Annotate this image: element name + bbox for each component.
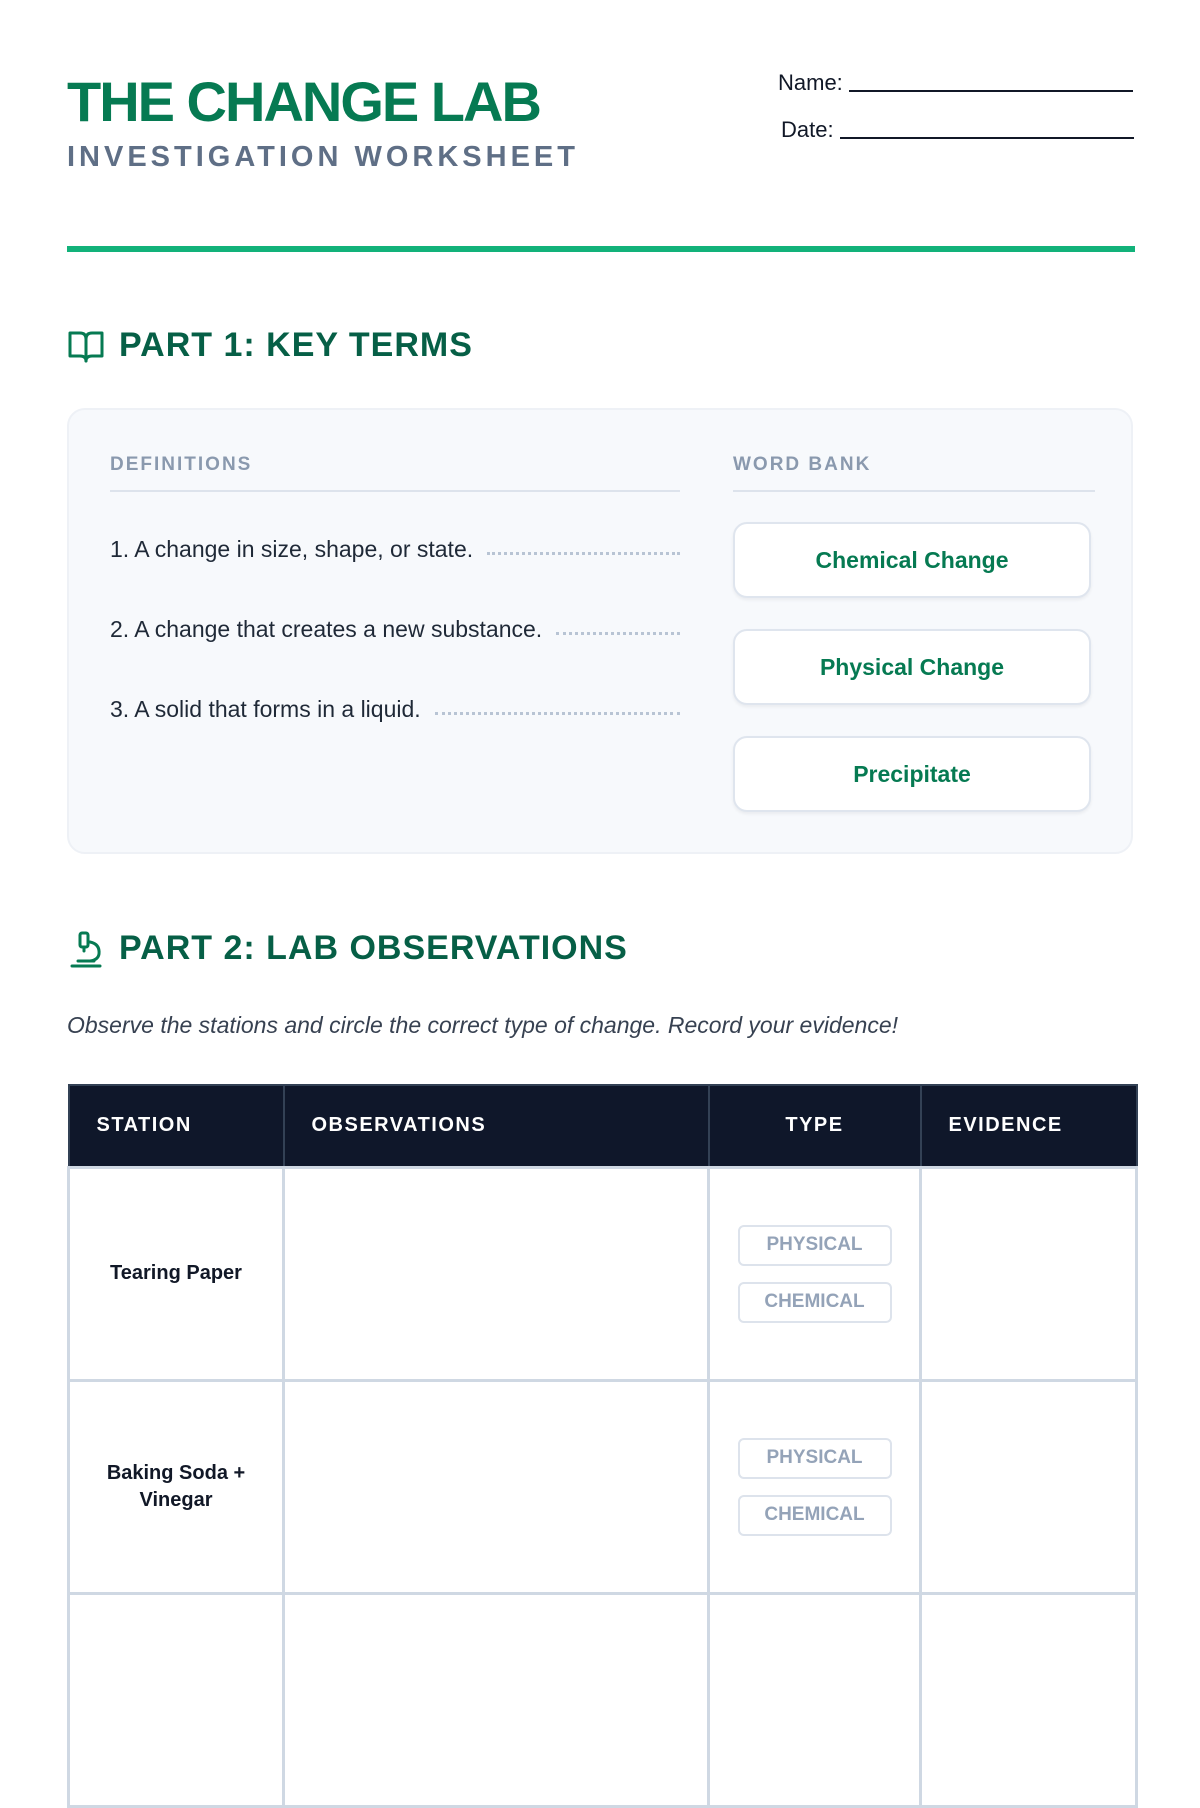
type-cell bbox=[709, 1380, 921, 1593]
station-cell: Baking Soda + Vinegar bbox=[69, 1380, 284, 1593]
type-option-chemical[interactable]: CHEMICAL bbox=[738, 1495, 892, 1536]
station-cell: Tearing Paper bbox=[69, 1167, 284, 1380]
name-blank-line[interactable] bbox=[849, 90, 1133, 92]
name-field[interactable] bbox=[778, 70, 1133, 96]
answer-blank[interactable] bbox=[556, 632, 680, 635]
word-bank-label: WORD BANK bbox=[733, 454, 872, 475]
definition-item bbox=[110, 616, 680, 643]
name-label: Name: bbox=[778, 70, 843, 95]
type-cell bbox=[709, 1593, 921, 1806]
word-bank-rule bbox=[733, 490, 1095, 492]
definition-item bbox=[110, 536, 680, 563]
observations-cell[interactable] bbox=[284, 1380, 709, 1593]
part2-heading bbox=[67, 929, 628, 968]
definition-item bbox=[110, 696, 680, 723]
date-field[interactable] bbox=[781, 117, 1134, 143]
station-cell bbox=[69, 1593, 284, 1806]
table-row bbox=[69, 1380, 1137, 1593]
type-option-chemical[interactable]: CHEMICAL bbox=[738, 1282, 892, 1323]
table-row bbox=[69, 1167, 1137, 1380]
column-header-observations: OBSERVATIONS bbox=[284, 1085, 709, 1167]
part1-heading-text: PART 1: KEY TERMS bbox=[119, 326, 473, 364]
word-bank-chip[interactable]: Physical Change bbox=[733, 629, 1091, 705]
answer-blank[interactable] bbox=[487, 552, 680, 555]
observations-cell[interactable] bbox=[284, 1593, 709, 1806]
instructions-text: Observe the stations and circle the correct type of change. Record your evidence! bbox=[67, 1012, 898, 1038]
column-header-station: STATION bbox=[69, 1085, 284, 1167]
date-blank-line[interactable] bbox=[840, 137, 1134, 139]
worksheet-title: THE CHANGE LAB bbox=[67, 70, 540, 133]
table-row bbox=[69, 1593, 1137, 1806]
part1-heading bbox=[67, 326, 473, 365]
definitions-rule bbox=[110, 490, 680, 492]
observations-cell[interactable] bbox=[284, 1167, 709, 1380]
observations-table bbox=[67, 1084, 1138, 1808]
type-option-physical[interactable]: PHYSICAL bbox=[738, 1225, 892, 1266]
evidence-cell[interactable] bbox=[921, 1167, 1137, 1380]
type-cell bbox=[709, 1167, 921, 1380]
date-label: Date: bbox=[781, 117, 834, 142]
word-bank-chip[interactable]: Precipitate bbox=[733, 736, 1091, 812]
book-open-icon bbox=[67, 327, 105, 365]
column-header-evidence: EVIDENCE bbox=[921, 1085, 1137, 1167]
table-header-row bbox=[69, 1085, 1137, 1167]
type-option-physical[interactable]: PHYSICAL bbox=[738, 1438, 892, 1479]
part2-heading-text: PART 2: LAB OBSERVATIONS bbox=[119, 929, 628, 967]
definitions-label: DEFINITIONS bbox=[110, 454, 253, 475]
word-bank-chip[interactable]: Chemical Change bbox=[733, 522, 1091, 598]
microscope-icon bbox=[67, 930, 105, 968]
definition-text: 1. A change in size, shape, or state. bbox=[110, 536, 474, 562]
evidence-cell[interactable] bbox=[921, 1593, 1137, 1806]
definition-text: 3. A solid that forms in a liquid. bbox=[110, 696, 421, 722]
header-divider bbox=[67, 246, 1135, 252]
evidence-cell[interactable] bbox=[921, 1380, 1137, 1593]
column-header-type: TYPE bbox=[709, 1085, 921, 1167]
definition-text: 2. A change that creates a new substance. bbox=[110, 616, 543, 642]
answer-blank[interactable] bbox=[435, 712, 680, 715]
worksheet-subtitle: INVESTIGATION WORKSHEET bbox=[67, 141, 579, 173]
